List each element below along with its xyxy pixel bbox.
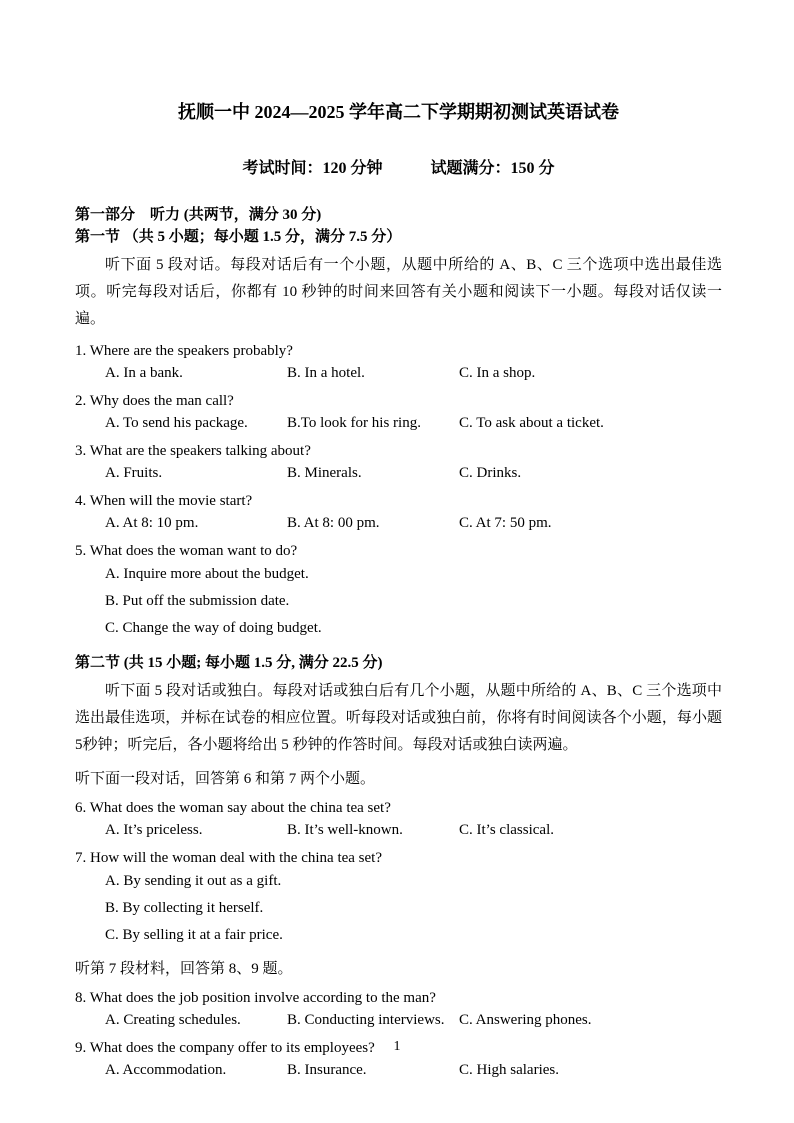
options-row [75,513,722,533]
question-2 [75,391,722,433]
question-text: 1. Where are the speakers probably? [75,343,293,359]
option-a: A. Creating schedules. [105,1012,241,1028]
option-b: B. It’s well-known. [287,822,403,838]
option-c: C. To ask about a ticket. [459,415,604,431]
option-c: C. It’s classical. [459,822,554,838]
options-stack [75,868,722,949]
option-c: C. Answering phones. [459,1012,592,1028]
options-stack [75,561,722,642]
section2-instructions: 听下面 5 段对话或独白。每段对话或独白后有几个小题，从题中所给的 A、B、C 三个选项中选出最佳选项，并标在试卷的相应位置。听每段对话或独白前，你将有时间阅读各个小题，每小题 5秒钟；听完后，各小题将给出 5 秒钟的作答时间。每段对话或独白读两遍。 [75,683,722,753]
exam-title: 抚顺一中 2024—2025 学年高二下学期期初测试英语试卷 [178,102,619,122]
question-1 [75,341,722,383]
options-row [75,463,722,483]
question-7 [75,848,722,949]
question-text: 2. Why does the man call? [75,393,234,409]
option-a: A. To send his package. [105,415,248,431]
question-text: 8. What does the job position involve according to the man? [75,990,436,1006]
option-a: A. It’s priceless. [105,822,203,838]
page-number: 1 [393,1039,401,1054]
option-b: B. Minerals. [287,465,362,481]
options-row [75,1010,722,1030]
question-text: 4. When will the movie start? [75,493,253,509]
part1-heading: 第一部分 听力 (共两节，满分 30 分) [75,207,322,223]
options-row [75,820,722,840]
section1-heading: 第一节 （共 5 小题；每小题 1.5 分，满分 7.5 分） [75,229,402,245]
question-text: 6. What does the woman say about the china tea set? [75,800,391,816]
option-b: B. Put off the submission date. [105,593,290,609]
exam-score: 试题满分：150 分 [430,160,555,177]
option-c: C. Change the way of doing budget. [105,620,322,636]
option-a: A. By sending it out as a gift. [105,873,282,889]
option-a: A. At 8: 10 pm. [105,515,199,531]
audio-note-8-9: 听第 7 段材料，回答第 8、9 题。 [75,961,293,977]
options-row [75,363,722,383]
option-a: A. Accommodation. [105,1062,227,1078]
option-c: C. In a shop. [459,365,536,381]
question-5 [75,541,722,642]
section2-heading: 第二节 (共 15 小题; 每小题 1.5 分, 满分 22.5 分) [75,655,383,671]
question-text: 3. What are the speakers talking about? [75,443,311,459]
question-3 [75,441,722,483]
audio-note-6-7: 听下面一段对话，回答第 6 和第 7 两个小题。 [75,771,376,787]
section1-instructions: 听下面 5 段对话。每段对话后有一个小题，从题中所给的 A、B、C 三个选项中选出最佳选项。听完每段对话后，你都有 10 秒钟的时间来回答有关小题和阅读下一小题。每段对话仅读一遍。 [75,257,722,327]
question-6 [75,798,722,840]
option-a: A. Fruits. [105,465,163,481]
question-4 [75,491,722,533]
question-text: 9. What does the company offer to its employees? [75,1040,375,1056]
option-c: C. Drinks. [459,465,522,481]
option-b: B. Conducting interviews. [287,1012,445,1028]
option-a: A. Inquire more about the budget. [105,566,309,582]
option-c: C. By selling it at a fair price. [105,927,283,943]
option-b: B. Insurance. [287,1062,367,1078]
option-b: B. In a hotel. [287,365,365,381]
question-text: 7. How will the woman deal with the china tea set? [75,850,382,866]
options-row [75,1060,722,1080]
option-c: C. At 7: 50 pm. [459,515,552,531]
exam-info [75,158,722,180]
option-b: B. At 8: 00 pm. [287,515,380,531]
options-row [75,413,722,433]
option-b: B.To look for his ring. [287,415,421,431]
option-a: A. In a bank. [105,365,183,381]
exam-time: 考试时间：120 分钟 [242,160,383,177]
question-8 [75,988,722,1030]
question-text: 5. What does the woman want to do? [75,543,298,559]
option-b: B. By collecting it herself. [105,900,264,916]
option-c: C. High salaries. [459,1062,559,1078]
